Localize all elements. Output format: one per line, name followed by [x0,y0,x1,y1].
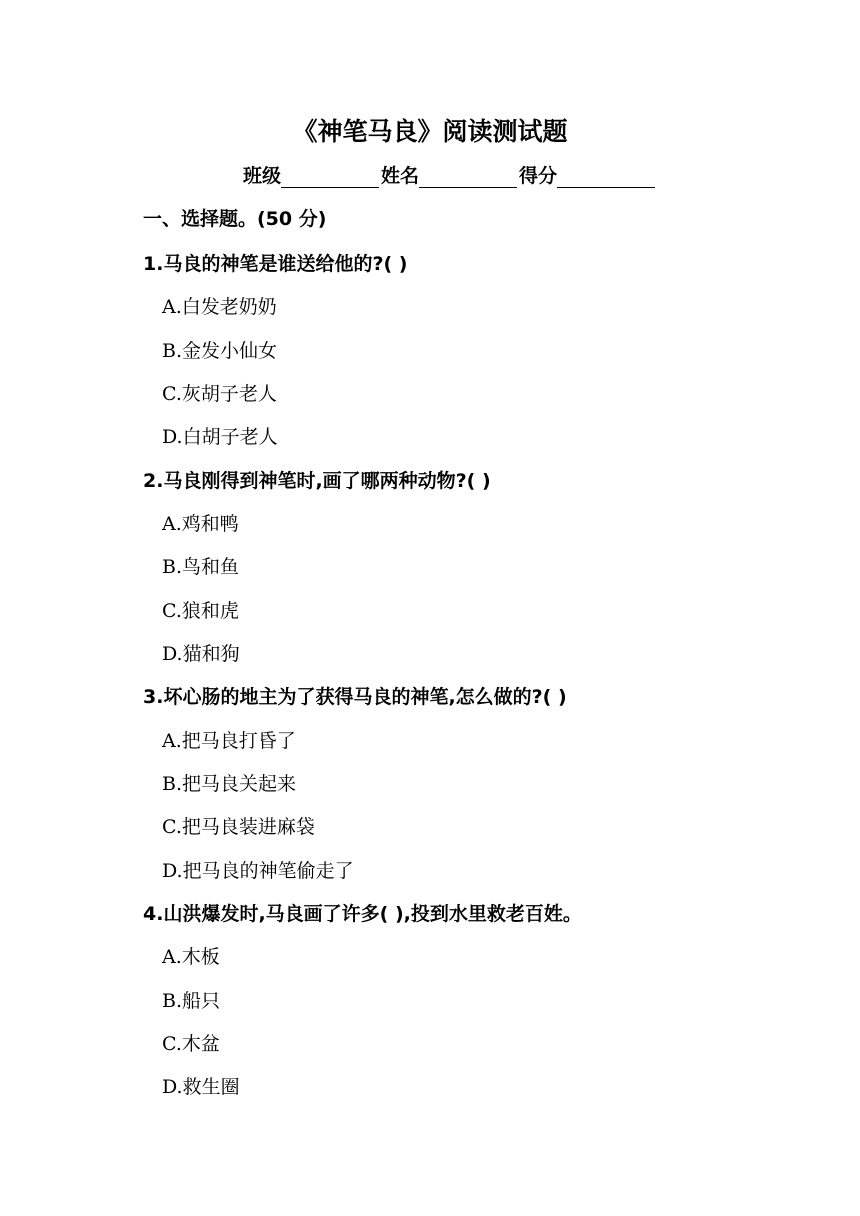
page-title: 《神笔马良》阅读测试题 [292,117,568,146]
question-4-option-c: C.木盆 [162,1033,220,1055]
question-2-option-c: C.狼和虎 [162,600,239,622]
name-label: 姓名 [381,165,420,187]
section-heading: 一、选择题。(50 分) [143,208,327,230]
question-1-option-d: D.白胡子老人 [162,426,278,448]
question-1: 1.马良的神笔是谁送给他的?( ) [143,253,408,275]
score-label: 得分 [519,165,558,187]
class-label: 班级 [243,165,282,187]
name-blank [419,167,517,188]
question-2: 2.马良刚得到神笔时,画了哪两种动物?( ) [143,470,491,492]
question-4-option-a: A.木板 [162,946,220,968]
question-3: 3.坏心肠的地主为了获得马良的神笔,怎么做的?( ) [143,686,567,708]
question-1-option-a: A.白发老奶奶 [162,296,277,318]
question-4-option-b: B.船只 [162,990,221,1012]
question-3-option-a: A.把马良打昏了 [162,730,296,752]
student-info-line [243,161,655,188]
question-3-option-d: D.把马良的神笔偷走了 [162,860,354,882]
class-blank [281,167,379,188]
score-blank [557,167,655,188]
question-2-option-b: B.鸟和鱼 [162,556,240,578]
question-2-option-a: A.鸡和鸭 [162,513,239,535]
question-1-option-c: C.灰胡子老人 [162,383,277,405]
question-2-option-d: D.猫和狗 [162,643,240,665]
question-4: 4.山洪爆发时,马良画了许多( ),投到水里救老百姓。 [143,903,582,925]
question-3-option-c: C.把马良装进麻袋 [162,816,315,838]
question-3-option-b: B.把马良关起来 [162,773,297,795]
question-4-option-d: D.救生圈 [162,1076,240,1098]
question-1-option-b: B.金发小仙女 [162,340,278,362]
